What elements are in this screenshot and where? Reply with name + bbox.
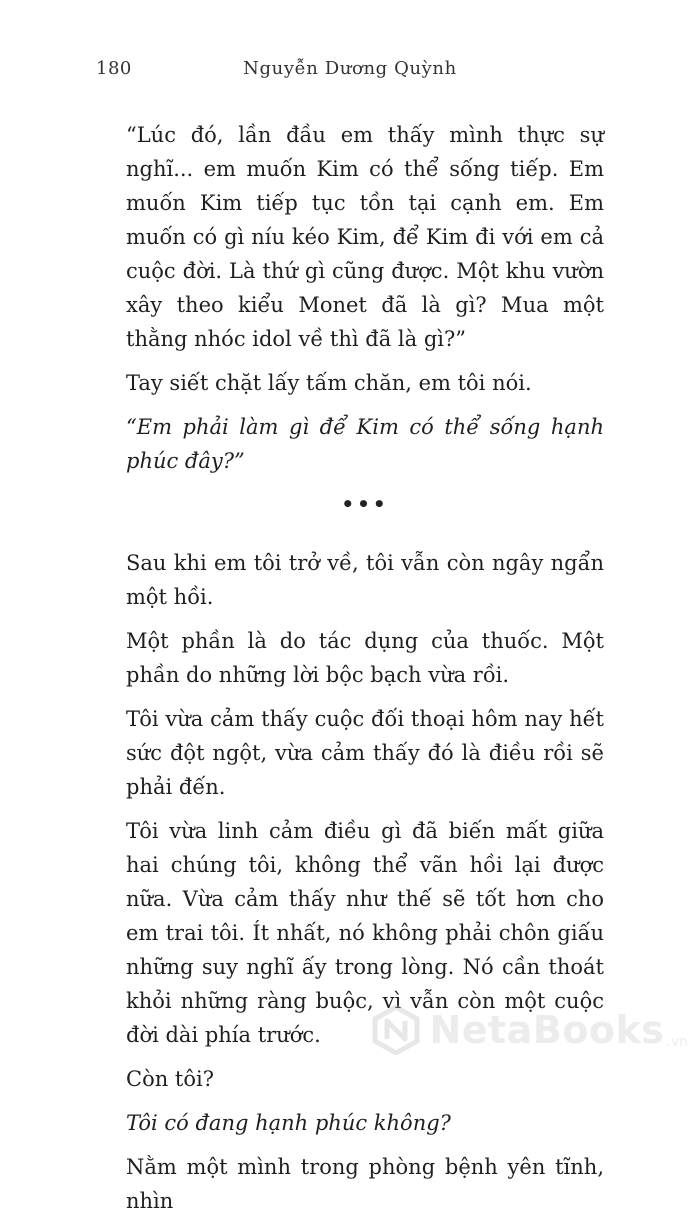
paragraph: Tay siết chặt lấy tấm chăn, em tôi nói. xyxy=(126,371,532,395)
page-number: 180 xyxy=(96,58,132,79)
running-head-author: Nguyễn Dương Quỳnh xyxy=(243,58,457,79)
italic-paragraph: Tôi có đang hạnh phúc không? xyxy=(126,1111,451,1135)
italic-paragraph: “Em phải làm gì để Kim có thể sống hạnh phúc đây?” xyxy=(126,415,604,473)
paragraph: Sau khi em tôi trở về, tôi vẫn còn ngây ngẩn một hồi. xyxy=(126,551,604,609)
paragraph: Nằm một mình trong phòng bệnh yên tĩnh, nhìn xyxy=(126,1155,604,1213)
watermark-suffix: .vn xyxy=(666,1034,688,1050)
watermark-brand: NetaBooks xyxy=(429,1008,665,1052)
paragraph: Một phần là do tác dụng của thuốc. Một phần do những lời bộc bạch vừa rồi. xyxy=(126,629,604,687)
paragraph: Tôi vừa linh cảm điều gì đã biến mất giữa hai chúng tôi, không thể vãn hồi lại được nữa. Vừa cảm thấy như thế sẽ tốt hơn cho em trai tôi. Ít nhất, nó không phải chôn giấu những suy nghĩ ấy trong lòng. Nó cần thoát khỏi những ràng buộc, vì vẫn còn một cuộc đời dài phía trước. xyxy=(126,819,604,1047)
body-text xyxy=(126,118,604,1228)
section-break-ornament: ••• xyxy=(341,492,389,516)
paragraph: Tôi vừa cảm thấy cuộc đối thoại hôm nay hết sức đột ngột, vừa cảm thấy đó là điều rồi sẽ phải đến. xyxy=(126,707,604,799)
paragraph: “Lúc đó, lần đầu em thấy mình thực sự nghĩ... em muốn Kim có thể sống tiếp. Em muốn Kim tiếp tục tồn tại cạnh em. Em muốn có gì níu kéo Kim, để Kim đi với em cả cuộc đời. Là thứ gì cũng được. Một khu vườn xây theo kiểu Monet đã là gì? Mua một thằng nhóc idol về thì đã là gì?” xyxy=(126,123,604,351)
paragraph: Còn tôi? xyxy=(126,1067,214,1091)
page-header xyxy=(96,58,604,88)
